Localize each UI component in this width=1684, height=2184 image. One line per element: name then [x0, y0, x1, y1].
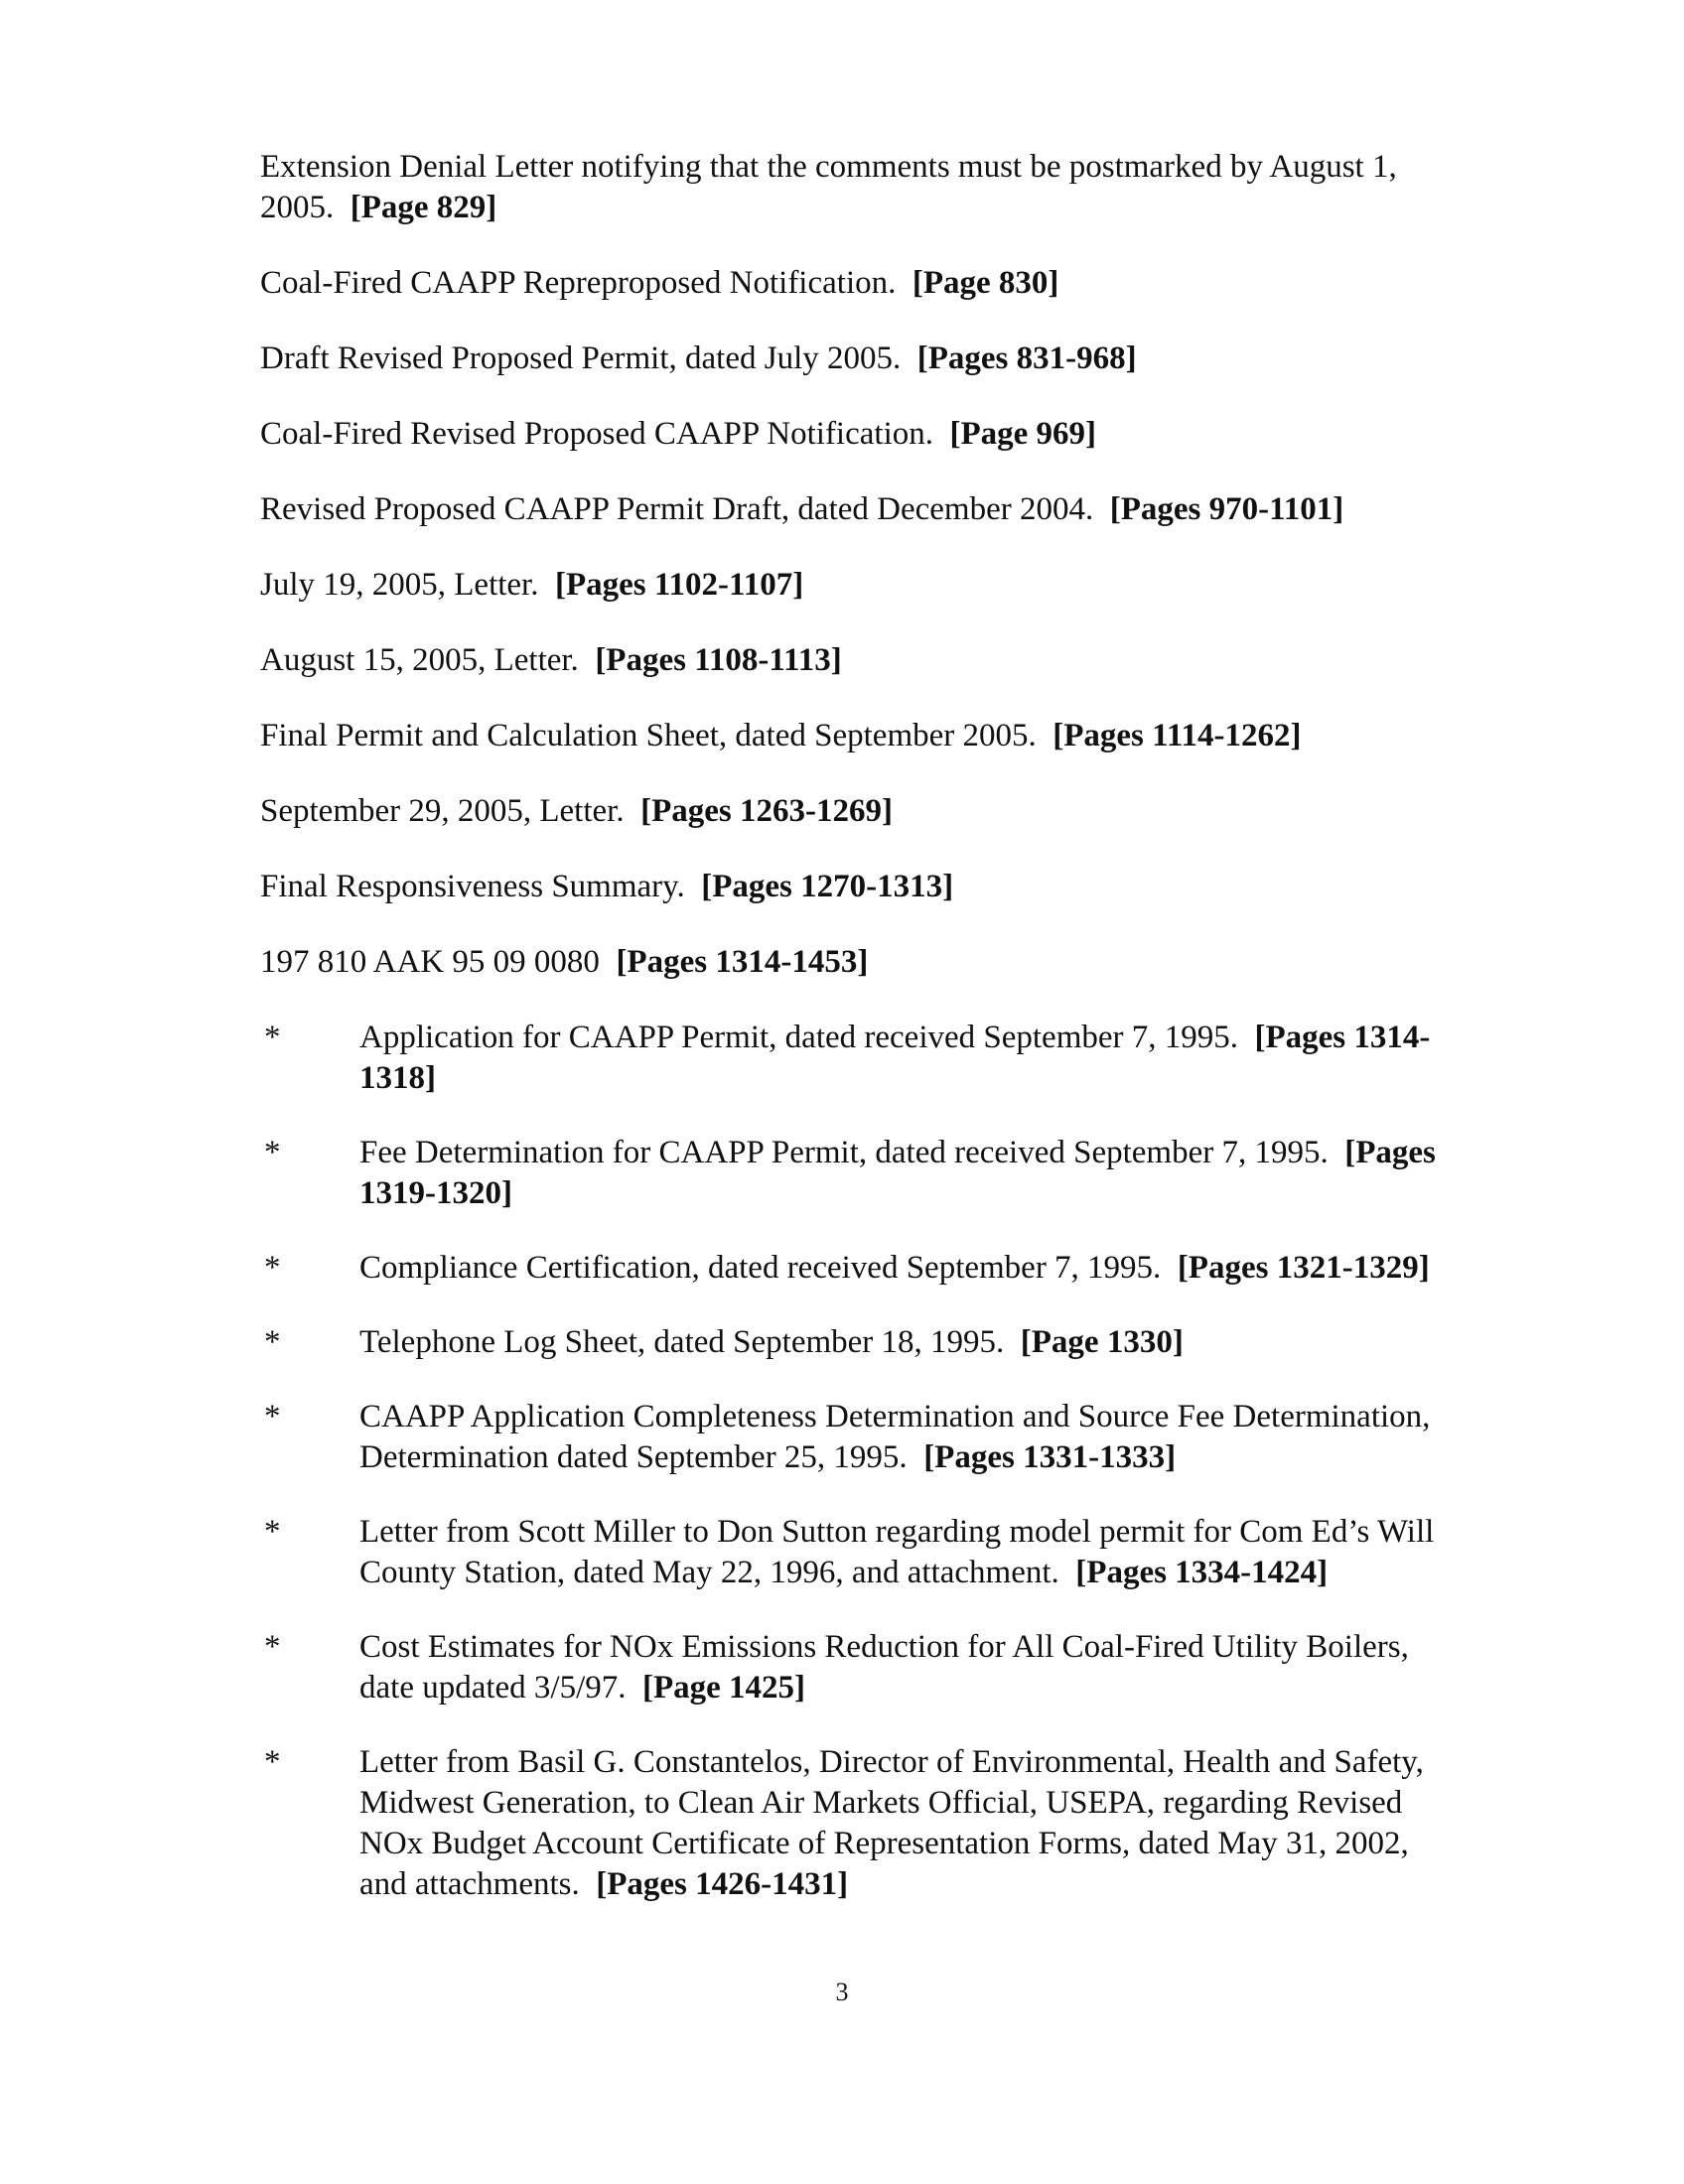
asterisk-bullet: * — [264, 1324, 281, 1360]
record-entry — [260, 147, 1452, 228]
page-reference: [Pages 1108-1113] — [595, 642, 842, 678]
record-entry — [260, 565, 1452, 606]
entry-description: Draft Revised Proposed Permit, dated July 2005. — [260, 341, 902, 376]
entry-description: Fee Determination for CAAPP Permit, dated received September 7, 1995. — [359, 1135, 1329, 1170]
entry-description: September 29, 2005, Letter. — [260, 793, 625, 829]
page-number: 3 — [835, 1978, 849, 2006]
record-entry — [260, 414, 1452, 455]
entry-description: Coal-Fired CAAPP Repreproposed Notification. — [260, 265, 897, 301]
record-index — [260, 147, 1452, 1939]
entry-description: Revised Proposed CAAPP Permit Draft, dated December 2004. — [260, 491, 1094, 527]
page-reference: [Pages 1314-1453] — [616, 944, 869, 980]
bullet-entry — [260, 1512, 1452, 1593]
bullet-entry — [260, 1627, 1452, 1708]
asterisk-bullet: * — [264, 1020, 281, 1055]
record-entry — [260, 716, 1452, 756]
record-entry — [260, 263, 1452, 304]
entry-description: Final Responsiveness Summary. — [260, 869, 685, 904]
asterisk-bullet: * — [264, 1514, 281, 1550]
page-reference: [Pages 970-1101] — [1109, 491, 1344, 527]
page-reference: [Page 1330] — [1020, 1324, 1184, 1360]
page-reference: [Pages 1270-1313] — [701, 869, 954, 904]
entry-description: Letter from Scott Miller to Don Sutton regarding model permit for Com Ed’s Will County Station, dated May 22, 1996, and attachment. — [359, 1514, 1435, 1590]
page-reference: [Page 969] — [949, 416, 1097, 452]
entry-description: August 15, 2005, Letter. — [260, 642, 579, 678]
bullet-entry — [260, 1248, 1452, 1289]
page-reference: [Pages 1334-1424] — [1075, 1555, 1329, 1590]
entry-description: CAAPP Application Completeness Determination and Source Fee Determination, Determination dated September 25, 1995. — [359, 1399, 1431, 1475]
asterisk-bullet: * — [264, 1135, 281, 1170]
bullet-list — [260, 1018, 1452, 1905]
asterisk-bullet: * — [264, 1250, 281, 1286]
page-reference: [Page 829] — [350, 190, 497, 225]
entry-description: Telephone Log Sheet, dated September 18, 1995. — [359, 1324, 1005, 1360]
record-entry — [260, 640, 1452, 681]
entry-list — [260, 147, 1452, 983]
entry-description: Extension Denial Letter notifying that the comments must be postmarked by August 1, 2005. — [260, 149, 1397, 225]
record-entry — [260, 867, 1452, 907]
asterisk-bullet: * — [264, 1629, 281, 1665]
page-reference: [Pages 1331-1333] — [923, 1439, 1177, 1475]
record-entry — [260, 942, 1452, 983]
entry-description: July 19, 2005, Letter. — [260, 567, 539, 603]
entry-description: Letter from Basil G. Constantelos, Director of Environmental, Health and Safety, Midwest Generation, to Clean Air Markets Official, USEPA, regarding Revised NOx Budget Account Certificate of Representation Forms, dated May 31, 2002, and attachments. — [359, 1744, 1424, 1902]
bullet-entry — [260, 1742, 1452, 1905]
record-entry — [260, 339, 1452, 379]
bullet-entry — [260, 1018, 1452, 1099]
page-reference: [Page 830] — [912, 265, 1059, 301]
entry-description: 197 810 AAK 95 09 0080 — [260, 944, 600, 980]
page-reference: [Pages 1114-1262] — [1052, 718, 1302, 753]
entry-description: Cost Estimates for NOx Emissions Reduction for All Coal-Fired Utility Boilers, date updated 3/5/97. — [359, 1629, 1409, 1706]
page-reference: [Pages 1321-1329] — [1177, 1250, 1430, 1286]
record-entry — [260, 489, 1452, 530]
entry-description: Coal-Fired Revised Proposed CAAPP Notification. — [260, 416, 933, 452]
entry-description: Final Permit and Calculation Sheet, dated September 2005. — [260, 718, 1037, 753]
page-reference: [Page 1425] — [642, 1670, 806, 1706]
page-reference: [Pages 1314-1318] — [359, 1020, 1431, 1096]
page-reference: [Pages 1263-1269] — [640, 793, 893, 829]
entry-description: Application for CAAPP Permit, dated received September 7, 1995. — [359, 1020, 1239, 1055]
bullet-entry — [260, 1397, 1452, 1478]
entry-description: Compliance Certification, dated received September 7, 1995. — [359, 1250, 1162, 1286]
page-reference: [Pages 1319-1320] — [359, 1135, 1436, 1211]
asterisk-bullet: * — [264, 1399, 281, 1434]
page-reference: [Pages 1102-1107] — [554, 567, 804, 603]
bullet-entry — [260, 1133, 1452, 1214]
record-entry — [260, 791, 1452, 832]
bullet-entry — [260, 1322, 1452, 1363]
asterisk-bullet: * — [264, 1744, 281, 1780]
page-reference: [Pages 831-968] — [916, 341, 1137, 376]
page-reference: [Pages 1426-1431] — [596, 1866, 849, 1902]
